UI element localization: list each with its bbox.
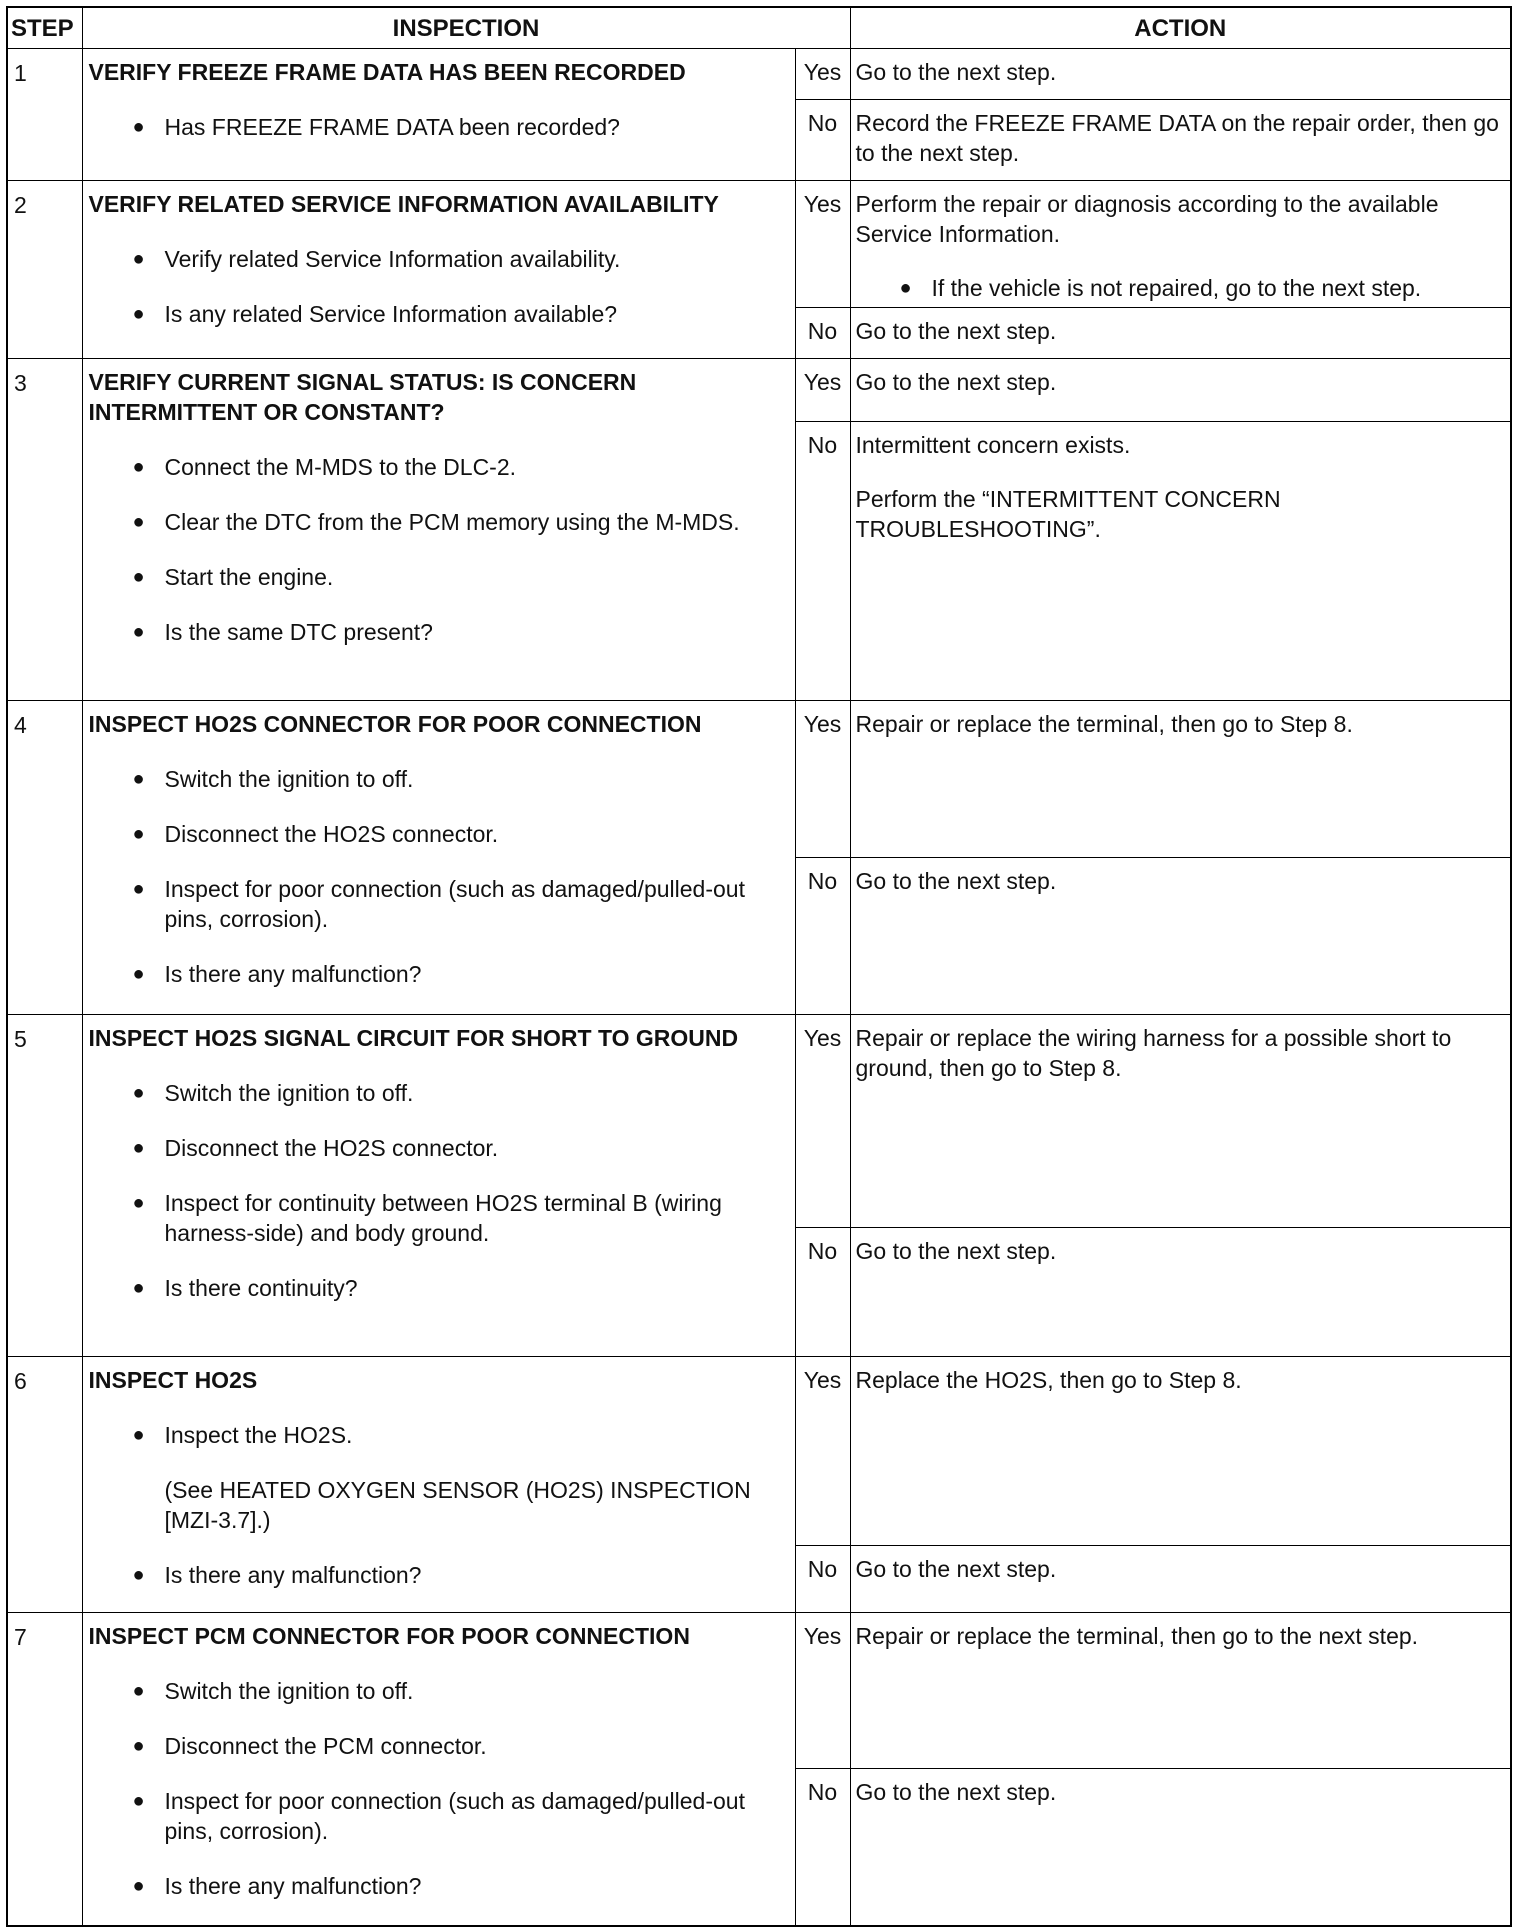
inspection-item: ● Is there any malfunction? (89, 1871, 789, 1901)
yes-action-item: ● If the vehicle is not repaired, go to the next step. (856, 273, 1505, 303)
yes-action-cell (850, 181, 1511, 308)
step-number: 4 (7, 701, 82, 1015)
inspection-cell (82, 359, 795, 701)
no-action-cell (850, 1228, 1511, 1357)
step-number: 6 (7, 1357, 82, 1613)
step-title: INSPECT HO2S (88, 1367, 258, 1393)
inspection-item: ● Is there continuity? (89, 1273, 789, 1303)
inspection-list (89, 244, 789, 329)
inspection-cell (82, 1357, 795, 1613)
no-action-cell (850, 1546, 1511, 1613)
yes-label: Yes (795, 359, 850, 422)
yes-action-text: Replace the HO2S, then go to Step 8. (855, 1367, 1242, 1393)
inspection-item: ● Connect the M-MDS to the DLC-2. (89, 452, 789, 482)
inspection-list (89, 112, 789, 142)
yes-action-cell (850, 1357, 1511, 1546)
inspection-procedure-table (6, 6, 1512, 1927)
inspection-item: ● Disconnect the PCM connector. (89, 1731, 789, 1761)
step-title: VERIFY FREEZE FRAME DATA HAS BEEN RECORDED (88, 59, 686, 85)
inspection-item: ● Start the engine. (89, 562, 789, 592)
step-number: 5 (7, 1015, 82, 1357)
no-label: No (795, 1228, 850, 1357)
inspection-item: ● Is there any malfunction? (89, 959, 789, 989)
no-action-cell (850, 858, 1511, 1015)
step-number: 3 (7, 359, 82, 701)
inspection-list (89, 452, 789, 647)
step-row-5 (7, 1015, 1511, 1228)
no-action-cell (850, 1769, 1511, 1927)
inspection-item: ● Disconnect the HO2S connector. (89, 1133, 789, 1163)
inspection-item: ● Disconnect the HO2S connector. (89, 819, 789, 849)
yes-action-text: Perform the repair or diagnosis according to the available Service Information. (855, 191, 1439, 247)
yes-label: Yes (795, 49, 850, 100)
no-action-text: Go to the next step. (855, 1238, 1057, 1264)
yes-action-text: Repair or replace the wiring harness for a possible short to ground, then go to Step 8. (855, 1025, 1452, 1081)
action-header: ACTION (850, 7, 1511, 49)
inspection-list (89, 1078, 789, 1303)
no-action-cell (850, 100, 1511, 181)
yes-action-cell (850, 701, 1511, 858)
yes-action-cell (850, 49, 1511, 100)
no-action-text: Intermittent concern exists. (855, 432, 1131, 458)
yes-action-list (856, 273, 1505, 303)
inspection-item: ● Inspect for poor connection (such as damaged/pulled-out pins, corrosion). (89, 1786, 789, 1846)
step-row-7 (7, 1613, 1511, 1769)
yes-label: Yes (795, 181, 850, 308)
inspection-item: ● Inspect for continuity between HO2S terminal B (wiring harness-side) and body ground. (89, 1188, 789, 1248)
inspection-cell (82, 1613, 795, 1927)
yes-action-cell (850, 1613, 1511, 1769)
no-action-text: Go to the next step. (855, 318, 1057, 344)
no-label: No (795, 858, 850, 1015)
yes-label: Yes (795, 1015, 850, 1228)
no-action-text: Perform the “INTERMITTENT CONCERN TROUBLESHOOTING”. (855, 486, 1281, 542)
step-title: VERIFY RELATED SERVICE INFORMATION AVAILABILITY (88, 191, 719, 217)
step-row-6 (7, 1357, 1511, 1546)
inspection-item: ● Verify related Service Information availability. (89, 244, 789, 274)
no-action-text: Go to the next step. (855, 868, 1057, 894)
inspection-item: ● Is there any malfunction? (89, 1560, 789, 1590)
inspection-item: ● Inspect for poor connection (such as damaged/pulled-out pins, corrosion). (89, 874, 789, 934)
step-number: 2 (7, 181, 82, 359)
step-title: VERIFY CURRENT SIGNAL STATUS: IS CONCERN INTERMITTENT OR CONSTANT? (88, 369, 637, 425)
step-title: INSPECT HO2S CONNECTOR FOR POOR CONNECTION (88, 711, 702, 737)
inspection-cell (82, 1015, 795, 1357)
yes-action-cell (850, 359, 1511, 422)
inspection-item: ● Is any related Service Information available? (89, 299, 789, 329)
yes-label: Yes (795, 1613, 850, 1769)
step-title: INSPECT HO2S SIGNAL CIRCUIT FOR SHORT TO GROUND (88, 1025, 739, 1051)
inspection-list (89, 1676, 789, 1901)
no-label: No (795, 422, 850, 701)
yes-action-text: Repair or replace the terminal, then go to Step 8. (855, 711, 1353, 737)
yes-action-text: Repair or replace the terminal, then go to the next step. (855, 1623, 1419, 1649)
inspection-note: (See HEATED OXYGEN SENSOR (HO2S) INSPECTION [MZI-3.7].) (164, 1477, 751, 1533)
step-row-1 (7, 49, 1511, 100)
inspection-item: ● Switch the ignition to off. (89, 764, 789, 794)
inspection-list (89, 764, 789, 989)
no-action-text: Record the FREEZE FRAME DATA on the repair order, then go to the next step. (855, 110, 1499, 166)
inspection-item: ● Has FREEZE FRAME DATA been recorded? (89, 112, 789, 142)
inspection-item: ● Switch the ignition to off. (89, 1676, 789, 1706)
no-action-cell (850, 308, 1511, 359)
inspection-cell (82, 49, 795, 181)
step-number: 1 (7, 49, 82, 181)
step-number: 7 (7, 1613, 82, 1927)
inspection-item: ● Switch the ignition to off. (89, 1078, 789, 1108)
yes-label: Yes (795, 1357, 850, 1546)
inspection-cell (82, 701, 795, 1015)
step-row-2 (7, 181, 1511, 308)
yes-action-text: Go to the next step. (855, 59, 1057, 85)
no-action-text: Go to the next step. (855, 1779, 1057, 1805)
step-row-3 (7, 359, 1511, 422)
no-action-cell (850, 422, 1511, 701)
header-row (7, 7, 1511, 49)
step-row-4 (7, 701, 1511, 858)
step-header: STEP (7, 7, 82, 49)
inspection-item: ● Clear the DTC from the PCM memory using the M-MDS. (89, 507, 789, 537)
inspection-header: INSPECTION (82, 7, 850, 49)
yes-action-text: Go to the next step. (855, 369, 1057, 395)
inspection-item: ● Inspect the HO2S. (89, 1420, 789, 1450)
inspection-cell (82, 181, 795, 359)
yes-action-cell (850, 1015, 1511, 1228)
no-label: No (795, 1546, 850, 1613)
inspection-item: ● Is the same DTC present? (89, 617, 789, 647)
no-label: No (795, 1769, 850, 1927)
yes-label: Yes (795, 701, 850, 858)
no-label: No (795, 308, 850, 359)
inspection-list (89, 1420, 789, 1590)
no-action-text: Go to the next step. (855, 1556, 1057, 1582)
step-title: INSPECT PCM CONNECTOR FOR POOR CONNECTION (88, 1623, 690, 1649)
no-label: No (795, 100, 850, 181)
